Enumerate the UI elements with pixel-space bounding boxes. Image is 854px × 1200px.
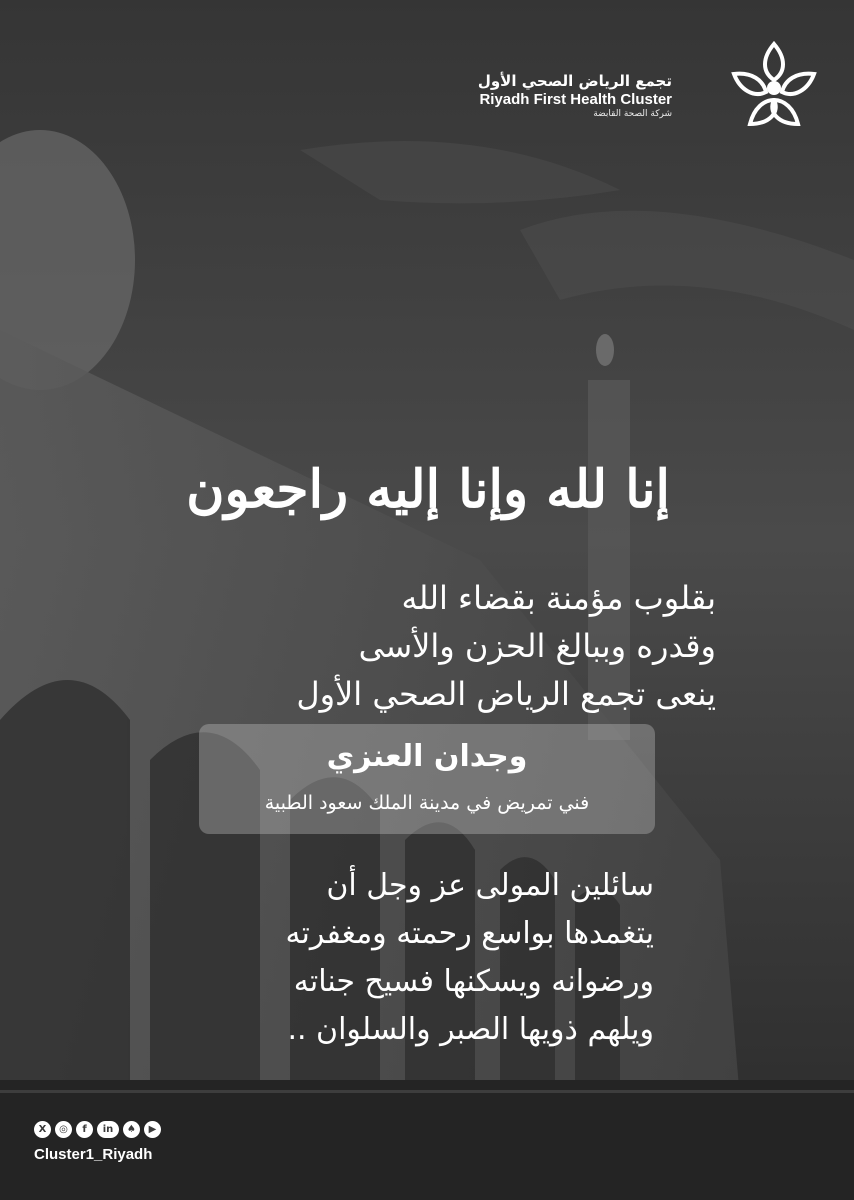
prayer-line: يتغمدها بواسع رحمته ومغفرته: [285, 916, 654, 951]
prayer-line: ورضوانه ويسكنها فسيح جناته: [293, 964, 654, 999]
social-handle[interactable]: Cluster1_Riyadh: [34, 1146, 153, 1163]
org-subtitle: شركة الصحة القابضة: [593, 109, 672, 119]
instagram-icon[interactable]: ◎: [55, 1121, 72, 1138]
linkedin-icon[interactable]: in: [97, 1121, 119, 1138]
logo-text: [478, 72, 672, 120]
deceased-card: [199, 724, 655, 834]
deceased-role: فني تمريض في مدينة الملك سعود الطبية: [264, 792, 590, 814]
quran-calligraphy: إنا لله وإنا إليه راجعون: [186, 459, 670, 520]
intro-line: وقدره وببالغ الحزن والأسى: [358, 627, 716, 665]
prayer-line: ويلهم ذويها الصبر والسلوان ..: [287, 1012, 654, 1047]
org-name-ar: تجمع الرياض الصحي الأول: [477, 72, 672, 90]
prayer-line: سائلين المولى عز وجل أن: [326, 868, 654, 903]
star-flower-logo-icon: [728, 38, 820, 130]
youtube-icon[interactable]: ▶: [144, 1121, 161, 1138]
intro-line: بقلوب مؤمنة بقضاء الله: [401, 579, 716, 617]
intro-text: [156, 574, 716, 718]
deceased-name: وجدان العنزي: [326, 739, 528, 774]
prayer-text: [94, 862, 654, 1054]
facebook-icon[interactable]: f: [76, 1121, 93, 1138]
snapchat-icon[interactable]: ♠: [123, 1121, 140, 1138]
org-name-en: Riyadh First Health Cluster: [479, 91, 672, 108]
org-header: [477, 38, 820, 138]
x-icon[interactable]: X: [34, 1121, 51, 1138]
intro-line: ينعى تجمع الرياض الصحي الأول: [296, 675, 716, 713]
